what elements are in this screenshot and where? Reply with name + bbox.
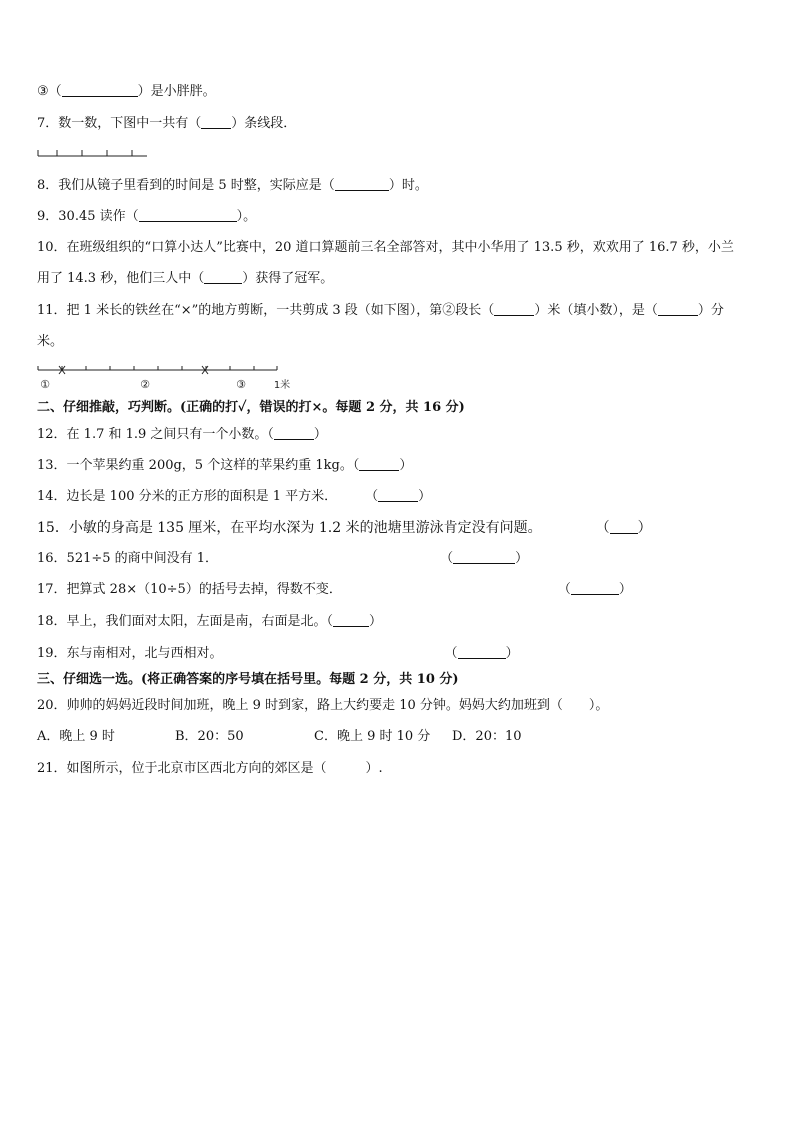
length-label: 1米: [273, 380, 291, 391]
question-19: 19．东与南相对，北与西相对。 （ ）: [37, 646, 519, 661]
answer-blank[interactable]: [204, 271, 242, 284]
answer-blank[interactable]: [62, 84, 138, 97]
answer-blank[interactable]: [274, 427, 314, 440]
segment-label-2: ②: [140, 378, 150, 391]
answer-blank[interactable]: [378, 489, 418, 502]
question-10-line-1: 10．在班级组织的“口算小达人”比赛中，20 道口算题前三名全部答对，其中小华用了 13.5 秒，欢欢用了 16.7 秒，小兰: [37, 240, 734, 255]
answer-blank[interactable]: [333, 614, 369, 627]
question-10-line-2: 用了 14.3 秒，他们三人中（ ）获得了冠军。: [37, 271, 334, 286]
segment-label-1: ①: [40, 378, 50, 391]
answer-blank[interactable]: [359, 458, 399, 471]
segment-label-3: ③: [236, 378, 246, 391]
question-7: 7．数一数，下图中一共有（ ）条线段．: [37, 116, 297, 131]
question-11-line-1: 11．把 1 米长的铁丝在“×”的地方剪断，一共剪成 3 段（如下图），第②段长（ ）米（填小数），是（ ）分: [37, 303, 724, 318]
question-15: 15．小敏的身高是 135 厘米，在平均水深为 1.2 米的池塘里游泳肯定没有问题。 （ ）: [37, 520, 652, 536]
segment-figure-q7: [37, 145, 152, 159]
answer-blank[interactable]: [139, 209, 237, 222]
answer-blank[interactable]: [335, 178, 389, 191]
question-16: 16．521÷5 的商中间没有 1． （ ）: [37, 551, 529, 566]
answer-blank[interactable]: [658, 303, 698, 316]
question-9: 9．30.45 读作（ ）。: [37, 209, 257, 224]
section-3-heading: 三、仔细选一选。(将正确答案的序号填在括号里。每题 2 分，共 10 分): [37, 672, 459, 687]
answer-blank[interactable]: [571, 582, 619, 595]
question-12: 12．在 1.7 和 1.9 之间只有一个小数。（ ）: [37, 427, 327, 442]
answer-blank[interactable]: [453, 551, 515, 564]
option-b[interactable]: B．20：50: [175, 729, 244, 744]
answer-blank[interactable]: [610, 521, 638, 534]
question-20-options: [37, 728, 522, 746]
question-18: 18．早上，我们面对太阳，左面是南，右面是北。（ ）: [37, 614, 383, 629]
question-13: 13．一个苹果约重 200g，5 个这样的苹果约重 1kg。（ ）: [37, 458, 413, 473]
answer-blank[interactable]: [494, 303, 534, 316]
question-21: 21．如图所示，位于北京市区西北方向的郊区是（ ）.: [37, 761, 383, 776]
question-20: 20．帅帅的妈妈近段时间加班，晚上 9 时到家，路上大约要走 10 分钟。妈妈大约加班到（ ）。: [37, 698, 609, 713]
answer-blank[interactable]: [201, 116, 231, 129]
question-8: 8．我们从镜子里看到的时间是 5 时整，实际应是（ ）时。: [37, 178, 428, 193]
item-3-line: ③（ ）是小胖胖。: [37, 84, 216, 99]
question-14: 14．边长是 100 分米的正方形的面积是 1 平方米． （ ）: [37, 489, 432, 504]
option-c[interactable]: C．晚上 9 时 10 分: [314, 729, 431, 744]
option-d[interactable]: D．20：10: [452, 729, 522, 744]
question-17: 17．把算式 28×（10÷5）的括号去掉，得数不变． （ ）: [37, 582, 632, 597]
wire-figure-q11: [37, 364, 297, 392]
section-2-heading: 二、仔细推敲，巧判断。(正确的打✓，错误的打×。每题 2 分，共 16 分): [37, 400, 465, 415]
question-11-line-2: 米。: [37, 334, 64, 349]
answer-blank[interactable]: [458, 646, 506, 659]
option-a[interactable]: A．晚上 9 时: [37, 729, 115, 744]
